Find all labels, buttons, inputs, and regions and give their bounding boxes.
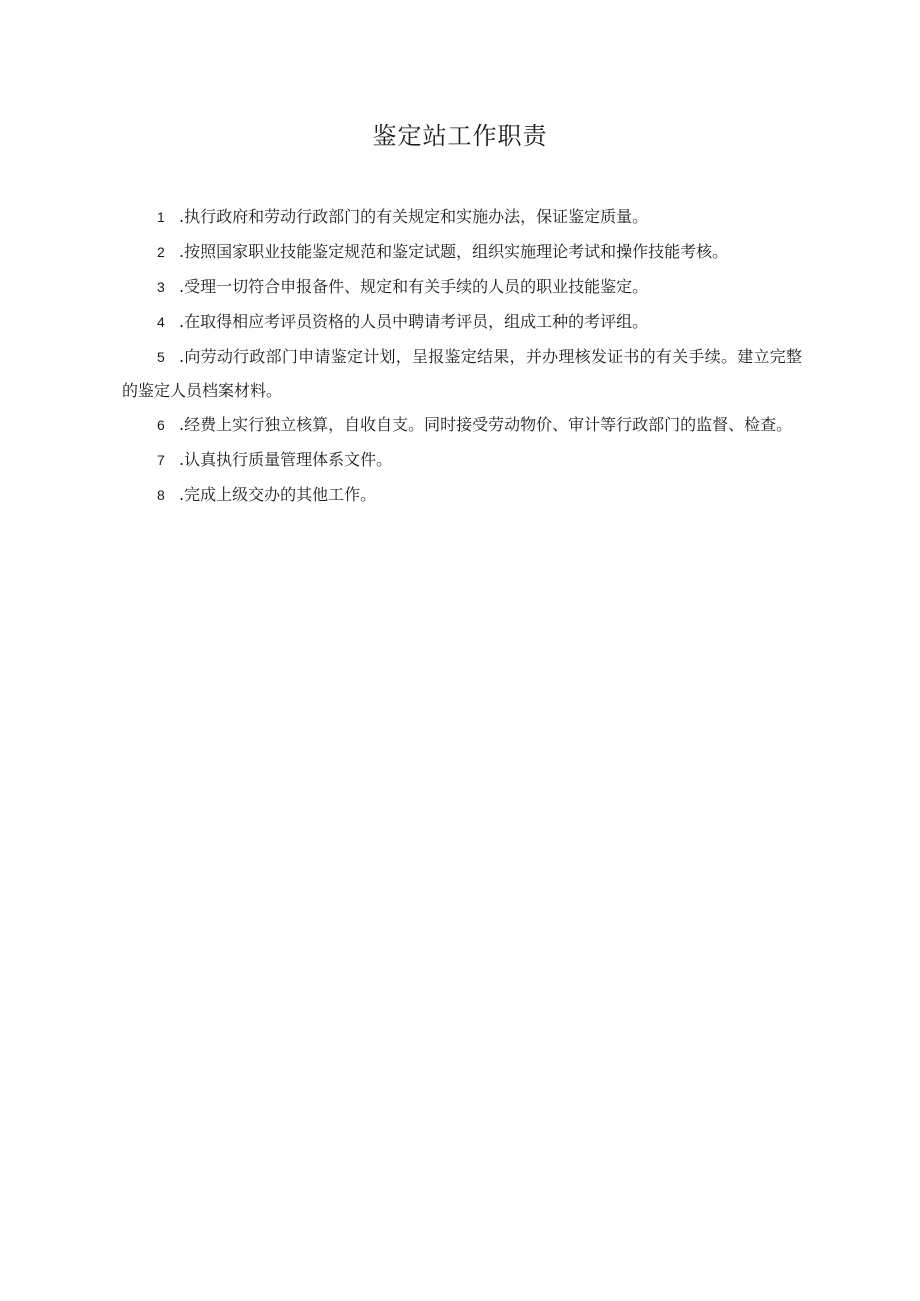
- duty-item-5: [122, 340, 802, 407]
- duty-text: .认真执行质量管理体系文件。: [179, 450, 393, 469]
- duty-number: 3: [157, 279, 165, 295]
- duty-number: 2: [157, 244, 165, 260]
- duty-text: .向劳动行政部门申请鉴定计划，呈报鉴定结果，并办理核发证书的有关手续。建立完整的鉴定人员档案材料。: [122, 347, 802, 400]
- duty-text: .经费上实行独立核算，自收自支。同时接受劳动物价、审计等行政部门的监督、检查。: [179, 415, 793, 434]
- duty-number: 5: [157, 349, 165, 365]
- duty-number: 6: [157, 417, 165, 433]
- duty-item-2: [122, 235, 802, 269]
- duty-text: .完成上级交办的其他工作。: [179, 485, 377, 504]
- duty-text: .按照国家职业技能鉴定规范和鉴定试题，组织实施理论考试和操作技能考核。: [179, 242, 729, 261]
- duty-item-1: [122, 200, 802, 234]
- document-title: 鉴定站工作职责: [372, 122, 548, 150]
- duty-item-8: [122, 478, 802, 512]
- duty-list: [122, 200, 802, 513]
- duty-item-3: [122, 270, 802, 304]
- duty-number: 7: [157, 452, 165, 468]
- duty-number: 1: [157, 209, 165, 225]
- duty-text: .执行政府和劳动行政部门的有关规定和实施办法，保证鉴定质量。: [179, 207, 649, 226]
- duty-number: 4: [157, 314, 165, 330]
- duty-item-4: [122, 305, 802, 339]
- duty-text: .受理一切符合申报备件、规定和有关手续的人员的职业技能鉴定。: [179, 277, 649, 296]
- duty-number: 8: [157, 487, 165, 503]
- duty-text: .在取得相应考评员资格的人员中聘请考评员，组成工种的考评组。: [179, 312, 649, 331]
- duty-item-6: [122, 408, 802, 442]
- duty-item-7: [122, 443, 802, 477]
